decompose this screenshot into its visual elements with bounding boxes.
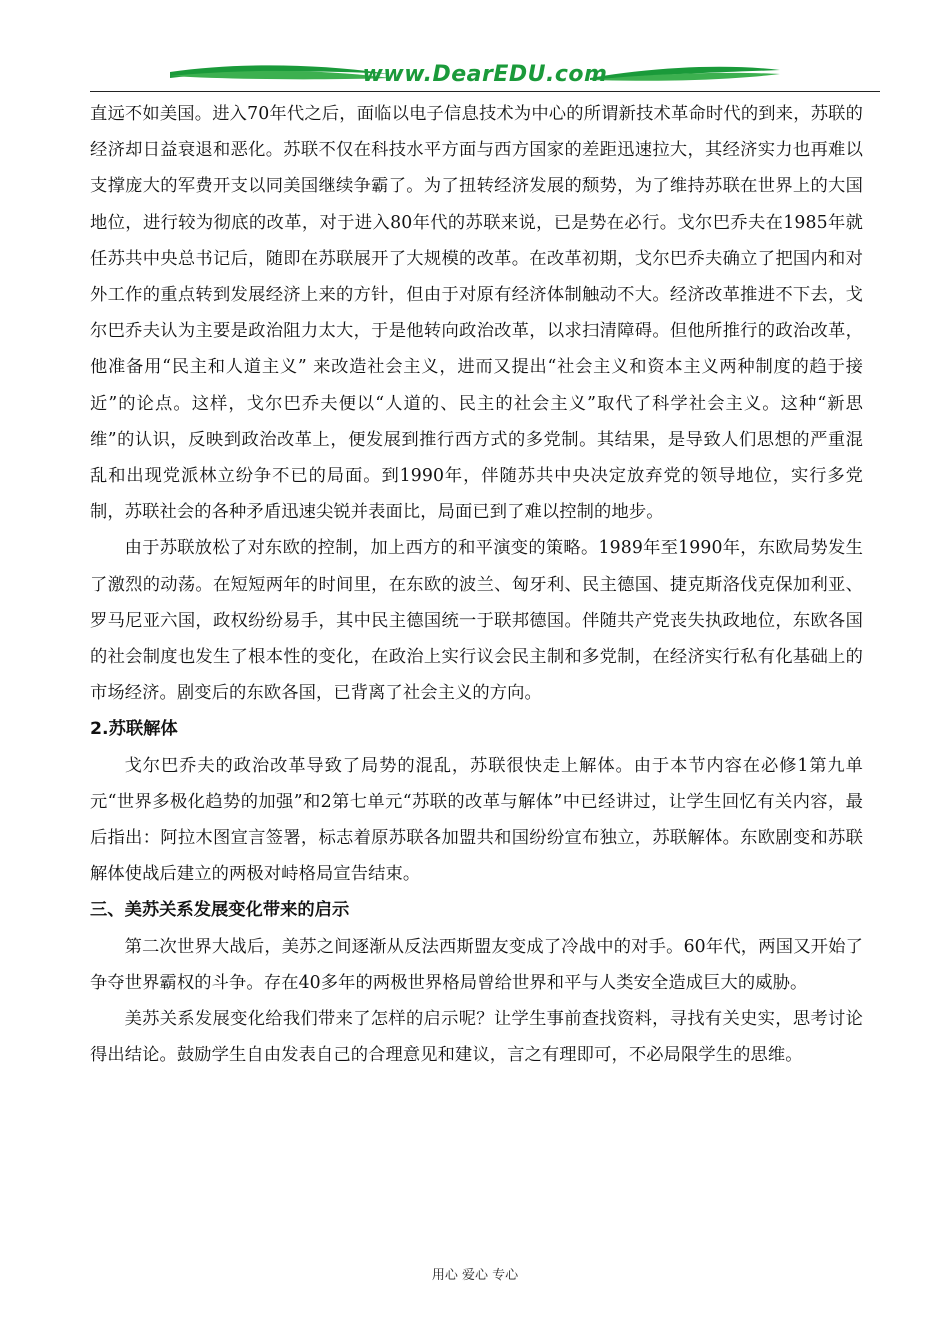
- site-logo-text: www.DearEDU.com: [362, 62, 608, 87]
- paragraph-5: 美苏关系发展变化给我们带来了怎样的启示呢？让学生事前查找资料，寻找有关史实，思考讨论得出结论。鼓励学生自由发表自己的合理意见和建议，言之有理即可，不必局限学生的思维。: [90, 1009, 863, 1066]
- paragraph-2: 由于苏联放松了对东欧的控制，加上西方的和平演变的策略。1989年至1990年，东欧局势发生了激烈的动荡。在短短两年的时间里，在东欧的波兰、匈牙利、民主德国、捷克斯洛伐克保加利亚、罗马尼亚六国，政权纷纷易手，其中民主德国统一于联邦德国。伴随共产党丧失执政地位，东欧各国的社会制度也发生了根本性的变化，在政治上实行议会民主制和多党制，在经济实行私有化基础上的市场经济。剧变后的东欧各国，已背离了社会主义的方向。: [90, 538, 863, 704]
- paragraph-3: 戈尔巴乔夫的政治改革导致了局势的混乱，苏联很快走上解体。由于本节内容在必修1第九单元“世界多极化趋势的加强”和2第七单元“苏联的改革与解体”中已经讲过，让学生回忆有关内容，最后指出：阿拉木图宣言签署，标志着原苏联各加盟共和国纷纷宣布独立，苏联解体。东欧剧变和苏联解体使战后建立的两极对峙格局宣告结束。: [90, 755, 863, 885]
- paragraph-4: 第二次世界大战后，美苏之间逐渐从反法西斯盟友变成了冷战中的对手。60年代，两国又开始了争夺世界霸权的斗争。存在40多年的两极世界格局曾给世界和平与人类安全造成巨大的威胁。: [90, 936, 863, 993]
- paragraph-1: 直远不如美国。进入70年代之后，面临以电子信息技术为中心的所谓新技术革命时代的到来，苏联的经济却日益衰退和恶化。苏联不仅在科技水平方面与西方国家的差距迅速拉大，其经济实力也再难以支撑庞大的军费开支以同美国继续争霸了。为了扭转经济发展的颓势，为了维持苏联在世界上的大国地位，进行较为彻底的改革，对于进入80年代的苏联来说，已是势在必行。戈尔巴乔夫在1985年就任苏共中央总书记后，随即在苏联展开了大规模的改革。在改革初期，戈尔巴乔夫确立了把国内和对外工作的重点转到发展经济上来的方针，但由于对原有经济体制触动不大。经济改革推进不下去，戈尔巴乔夫认为主要是政治阻力太大，于是他转向政治改革，以求扫清障碍。但他所推行的政治改革，他准备用“民主和人道主义” 来改造社会主义，进而又提出“社会主义和资本主义两种制度的趋于接近”的论点。这样，戈尔巴乔夫便以“人道的、民主的社会主义”取代了科学社会主义。这种“新思维”的认识，反映到政治改革上，便发展到推行西方式的多党制。其结果，是导致人们思想的严重混乱和出现党派林立纷争不已的局面。到1990年，伴随苏共中央决定放弃党的领导地位，实行多党制，苏联社会的各种矛盾迅速尖锐并表面比，局面已到了难以控制的地步。: [90, 104, 863, 523]
- section-heading-2: 三、美苏关系发展变化带来的启示: [90, 900, 350, 921]
- page-header: [90, 58, 880, 98]
- page-footer: 用心 爱心 专心: [431, 1268, 519, 1283]
- header-rule: [90, 91, 880, 92]
- document-body: [90, 96, 863, 1073]
- section-heading-1: 2.苏联解体: [90, 719, 178, 740]
